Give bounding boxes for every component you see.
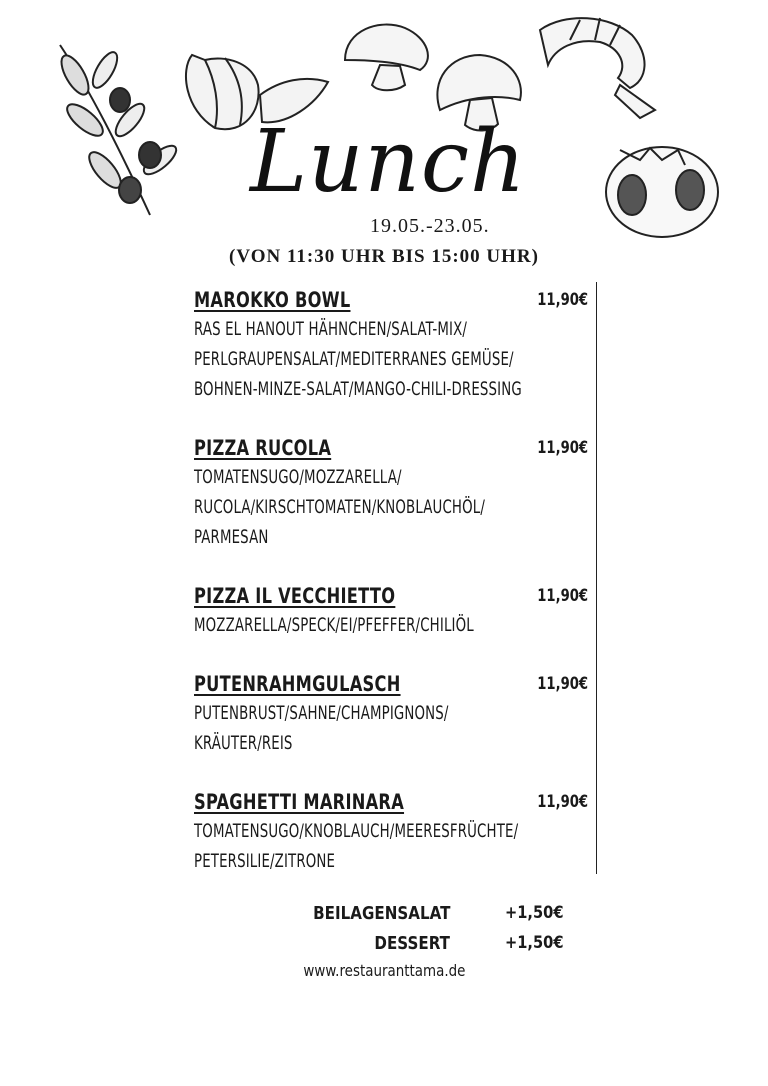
description-line: KRÄUTER/REIS	[194, 732, 293, 754]
item-price: 11,90€	[537, 438, 588, 458]
menu-item	[194, 788, 588, 876]
website-text: www.restauranttama.de	[302, 961, 465, 980]
item-price: 11,90€	[537, 290, 588, 310]
description-line: BOHNEN-MINZE-SALAT/MANGO-CHILI-DRESSING	[194, 378, 522, 400]
menu-item	[194, 434, 588, 552]
website-link[interactable]	[0, 961, 768, 980]
extra-price: +1,50€	[505, 933, 564, 953]
item-description	[194, 698, 588, 758]
description-line: PUTENBRUST/SAHNE/CHAMPIGNONS/	[194, 702, 449, 724]
item-name: MAROKKO BOWL	[194, 288, 351, 312]
description-line: PETERSILIE/ZITRONE	[194, 850, 336, 872]
description-line: PARMESAN	[194, 526, 269, 548]
menu-item	[194, 286, 588, 404]
opening-hours: (VON 11:30 UHR BIS 15:00 UHR)	[229, 246, 539, 267]
tomato-icon	[606, 147, 718, 237]
item-name: PIZZA RUCOLA	[194, 436, 332, 460]
item-description	[194, 610, 588, 640]
date-range: 19.05.-23.05.	[370, 215, 490, 237]
description-line: MOZZARELLA/SPECK/EI/PFEFFER/CHILIÖL	[194, 614, 474, 636]
divider-line	[596, 282, 597, 874]
item-price: 11,90€	[537, 792, 588, 812]
extra-item	[300, 933, 570, 963]
item-price: 11,90€	[537, 674, 588, 694]
item-name: PIZZA IL VECCHIETTO	[194, 584, 396, 608]
menu-list	[194, 286, 588, 906]
extra-item	[300, 903, 570, 933]
description-line: RAS EL HANOUT HÄHNCHEN/SALAT-MIX/	[194, 318, 468, 340]
shrimp-icon	[540, 18, 655, 118]
description-line: RUCOLA/KIRSCHTOMATEN/KNOBLAUCHÖL/	[194, 496, 485, 518]
description-line: PERLGRAUPENSALAT/MEDITERRANES GEMÜSE/	[194, 348, 514, 370]
item-price: 11,90€	[537, 586, 588, 606]
item-name: PUTENRAHMGULASCH	[194, 672, 401, 696]
description-line: TOMATENSUGO/KNOBLAUCH/MEERESFRÜCHTE/	[194, 820, 519, 842]
item-description	[194, 462, 588, 552]
extra-name: DESSERT	[374, 933, 450, 954]
extra-name: BEILAGENSALAT	[312, 903, 450, 924]
extra-price: +1,50€	[505, 903, 564, 923]
item-name: SPAGHETTI MARINARA	[194, 790, 405, 814]
menu-item	[194, 582, 588, 640]
item-description	[194, 816, 588, 876]
extras-list	[300, 903, 570, 963]
page-title: Lunch	[250, 112, 527, 212]
menu-item	[194, 670, 588, 758]
olive-branch-icon	[56, 45, 180, 215]
item-description	[194, 314, 588, 404]
description-line: TOMATENSUGO/MOZZARELLA/	[194, 466, 402, 488]
